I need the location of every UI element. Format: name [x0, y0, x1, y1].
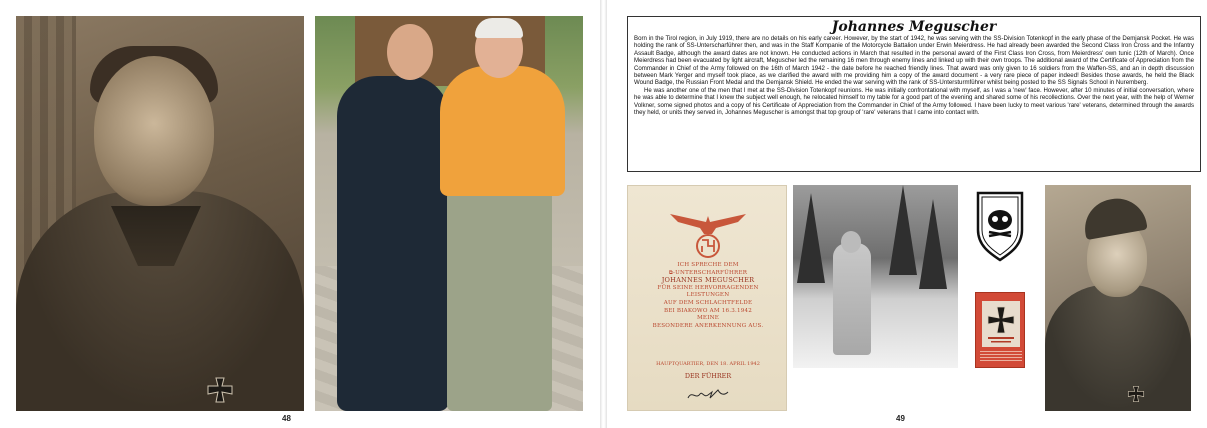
certificate-recipient: JOHANNES MEGUSCHER — [661, 276, 755, 285]
certificate-line: BEI BIAKOWO AM 16.3.1942 — [663, 307, 753, 314]
certificate-text — [636, 262, 780, 330]
certificate-signatory: DER FÜHRER — [684, 372, 732, 380]
signature-icon — [686, 386, 730, 402]
eagle-emblem-icon — [668, 200, 748, 260]
pine-tree — [919, 199, 947, 289]
iron-cross-icon — [1127, 385, 1145, 403]
man-orange-shirt-trousers — [447, 191, 552, 411]
iron-cross-icon — [206, 376, 234, 404]
document-caption-lines — [980, 351, 1022, 361]
article-paragraph-1: Born in the Tirol region, in July 1919, there are no details on his early career. However, by the start of 1942, he was serving with the SS-Division Totenkopf in the early phase of the Demjansk Pocket. He was holding the rank of SS-Unterscharführer then, and was in the Staff Kompanie of the Motorcycle Battalion under Erwin Meierdress. He had already been awarded the Second Class Iron Cross and the Infantry Assault Badge, although the award dates are not known. He conducted actions in March that resulted in the personal award of the First Class Iron Cross, from Meierdress' own tunic (12th of March). Once Meierdress had been evacuated by light aircraft, Meguscher led the remaining 16 men through enemy lines and linked up with their own troops. The additional award of the Certificate of Appreciation from the Commander in Chief of the Army followed on the 16th of March 1942 - the date before he reached friendly lines. That award was only given to 16 soldiers from the Waffen-SS, and an in depth discussion between Mark Yerger and myself took place, as we clarified the award with me providing him a copy of the award document - a very rare piece of paper indeed! Besides those awards, he held the Black Wound Badge, the Russian Front Medal and the Demjansk Shield. He ended the war serving with the rank of SS-Untersturmführer whilst being posted to the SS Signals School in Nuremberg. — [634, 35, 1194, 87]
pine-tree — [797, 193, 825, 283]
winter-soldier-photo — [793, 185, 958, 368]
man-orange-shirt-hair — [475, 18, 523, 38]
certificate-line: ICH SPRECHE DEM — [677, 262, 739, 268]
portrait-photo-right — [1045, 185, 1191, 411]
certificate-line: AUF DEM SCHLACHTFELDE — [663, 299, 753, 306]
portrait-photo-left — [16, 16, 304, 411]
certificate-line: LEISTUNGEN — [686, 292, 730, 299]
certificate-line: ⧉-UNTERSCHARFÜHRER — [668, 269, 748, 276]
man-orange-shirt — [440, 66, 565, 196]
right-page — [607, 0, 1207, 428]
certificate-line: MEINE — [697, 315, 719, 322]
soldier-head — [841, 231, 861, 253]
biography-box — [627, 16, 1201, 172]
pine-tree — [889, 185, 917, 275]
page-number-right: 49 — [896, 414, 905, 423]
soldier-in-snow — [833, 243, 871, 355]
iron-cross-icon — [982, 301, 1020, 347]
certificate-line: BESONDERE ANERKENNUNG AUS. — [652, 322, 764, 329]
page-number-left: 48 — [282, 414, 291, 423]
certificate-of-appreciation — [627, 185, 787, 411]
reunion-color-photo — [315, 16, 583, 411]
article-title: Johannes Meguscher — [831, 19, 997, 35]
face — [94, 56, 214, 206]
uniform — [1045, 285, 1191, 411]
man-dark-sweater — [337, 76, 449, 411]
certificate-headquarters-date: HAUPTQUARTIER, DEN 18. APRIL 1942 — [656, 361, 760, 367]
article-paragraph-2: He was another one of the men that I met at the SS-Division Totenkopf reunions. He was initially confrontational with myself, as I was a 'new' face. However, after 10 minutes of initial conversation, where he was able to determine that I knew the subject well enough, he relocated himself to my table for a good part of the evening and shared some of his recollections. Over the next year, with the help of Werner Volkner, some signed photos and a copy of his Certificate of Appreciation from the Commander in Chief of the Army followed. I have been lucky to meet various 'rare' veterans, determined through the awards they held, or units they served in, Johannes Meguscher is amongst that top group of 'rare' veterans that I came into contact with. — [634, 86, 1194, 117]
left-page — [0, 0, 600, 428]
man-dark-sweater-head — [387, 24, 433, 80]
certificate-line: FÜR SEINE HERVORRAGENDEN — [657, 284, 759, 291]
iron-cross-document — [975, 292, 1025, 368]
book-gutter — [600, 0, 607, 428]
totenkopf-shield-icon — [975, 190, 1025, 262]
